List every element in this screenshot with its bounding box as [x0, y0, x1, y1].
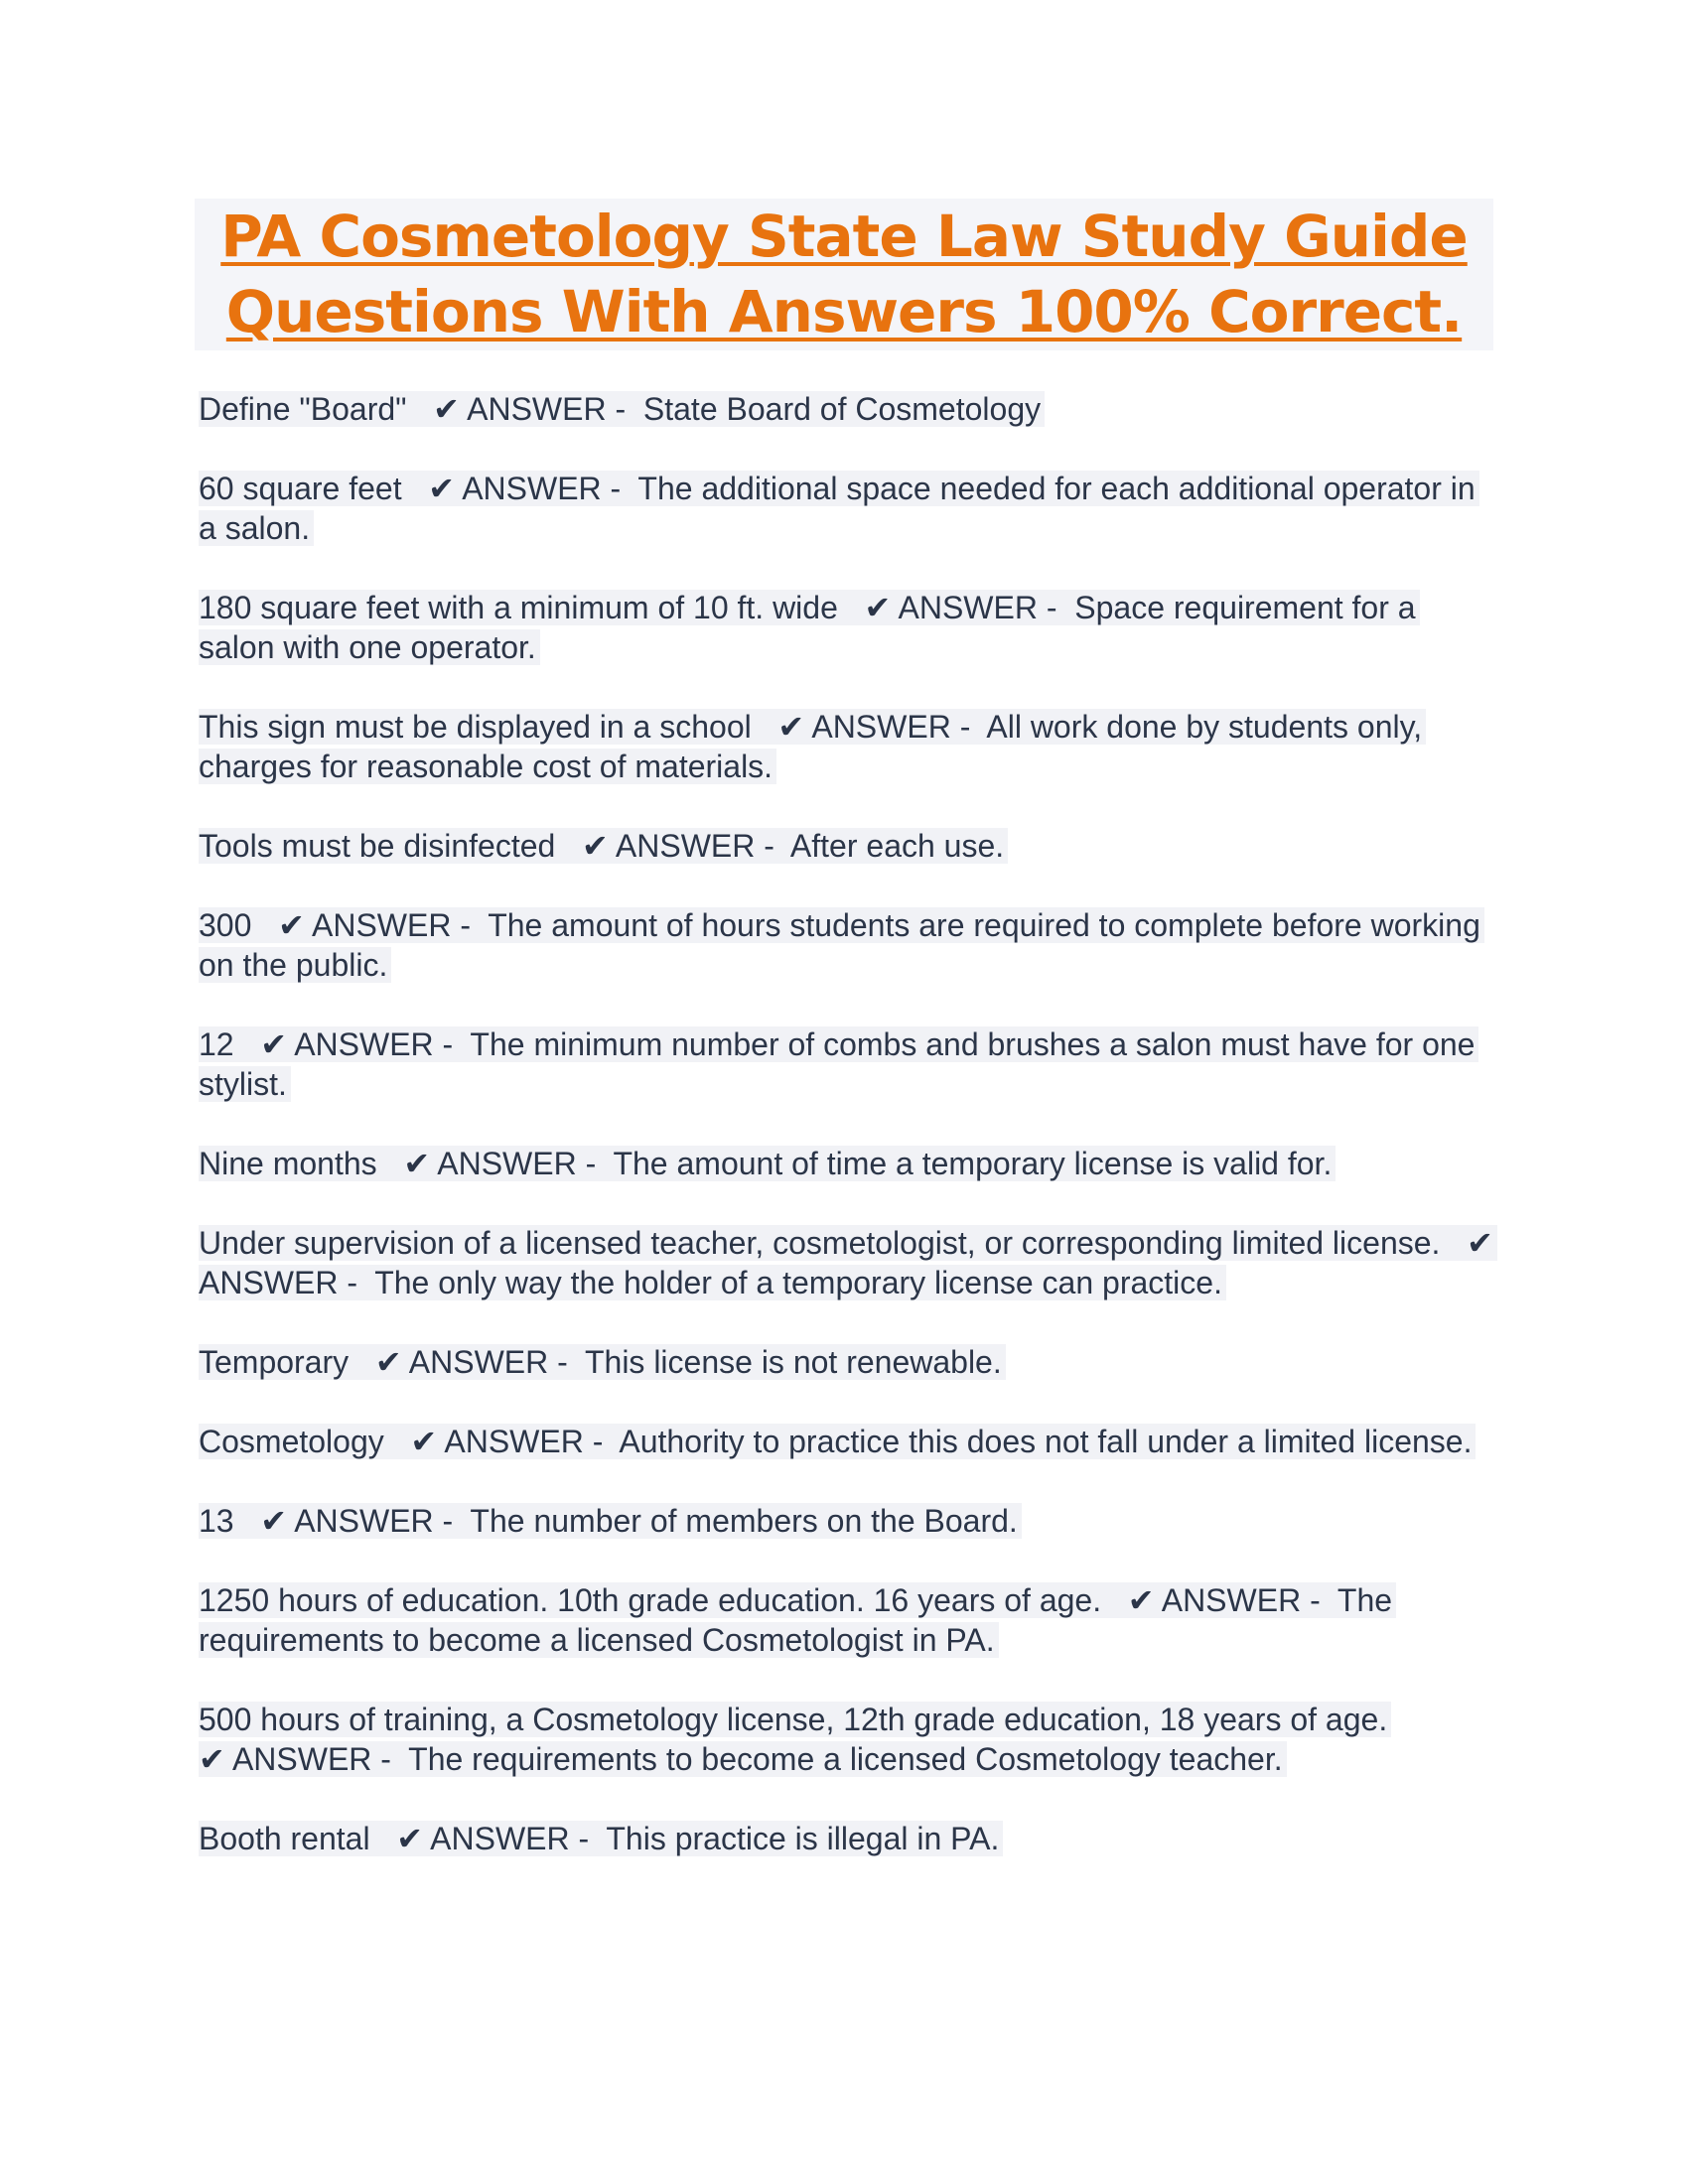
- answer-marker: ✔ ANSWER -: [1127, 1582, 1321, 1618]
- qa-item: [199, 389, 1499, 429]
- answer-text: The additional space needed for each additional operator in a salon.: [199, 471, 1476, 546]
- document-title: [195, 199, 1493, 350]
- qa-item: [199, 1422, 1499, 1461]
- answer-text: This license is not renewable.: [584, 1344, 1002, 1380]
- answer-text: The requirements to become a licensed Cosmetologist in PA.: [199, 1582, 1393, 1658]
- answer-text: This practice is illegal in PA.: [606, 1821, 1000, 1856]
- answer-text: The only way the holder of a temporary license can practice.: [374, 1265, 1222, 1300]
- title-line-2: Questions With Answers 100% Correct.: [225, 278, 1463, 345]
- question-text: 60 square feet: [199, 471, 402, 506]
- qa-item: [199, 826, 1499, 866]
- answer-text: After each use.: [789, 828, 1005, 864]
- qa-list: [199, 389, 1499, 1898]
- question-text: Temporary: [199, 1344, 350, 1380]
- answer-text: The amount of time a temporary license is valid for.: [613, 1146, 1333, 1181]
- answer-text: The amount of hours students are required to complete before working on the public.: [199, 907, 1480, 983]
- question-text: 500 hours of training, a Cosmetology license, 12th grade education, 18 years of age.: [199, 1702, 1388, 1737]
- answer-text: All work done by students only, charges for reasonable cost of materials.: [199, 709, 1423, 784]
- question-text: 300: [199, 907, 252, 943]
- answer-marker: ✔ ANSWER -: [260, 1026, 454, 1062]
- question-text: Tools must be disinfected: [199, 828, 556, 864]
- qa-item: [199, 1223, 1499, 1302]
- question-text: 12: [199, 1026, 234, 1062]
- question-text: 1250 hours of education. 10th grade education. 16 years of age.: [199, 1582, 1102, 1618]
- question-text: Under supervision of a licensed teacher, cosmetologist, or corresponding limited license.: [199, 1225, 1441, 1261]
- question-text: This sign must be displayed in a school: [199, 709, 752, 745]
- answer-marker: ✔ ANSWER -: [403, 1146, 597, 1181]
- answer-text: The requirements to become a licensed Cosmetology teacher.: [408, 1741, 1283, 1777]
- qa-item: [199, 1819, 1499, 1858]
- answer-marker: ✔ ANSWER -: [433, 391, 627, 427]
- answer-text: Authority to practice this does not fall under a limited license.: [619, 1424, 1473, 1459]
- question-text: Booth rental: [199, 1821, 370, 1856]
- question-text: Cosmetology: [199, 1424, 384, 1459]
- title-line-1: PA Cosmetology State Law Study Guide: [220, 203, 1468, 270]
- answer-text: Space requirement for a salon with one operator.: [199, 590, 1416, 665]
- answer-marker: ✔ ANSWER -: [428, 471, 622, 506]
- question-text: Nine months: [199, 1146, 377, 1181]
- answer-marker: ✔ ANSWER -: [410, 1424, 604, 1459]
- answer-marker: ✔ ANSWER -: [581, 828, 774, 864]
- qa-item: [199, 469, 1499, 548]
- qa-item: [199, 1700, 1499, 1779]
- answer-marker: ✔ ANSWER -: [199, 1741, 391, 1777]
- answer-text: The minimum number of combs and brushes a salon must have for one stylist.: [199, 1026, 1476, 1102]
- answer-marker: ✔ ANSWER -: [864, 590, 1057, 625]
- answer-marker: ✔ ANSWER -: [278, 907, 471, 943]
- question-text: 180 square feet with a minimum of 10 ft. wide: [199, 590, 838, 625]
- qa-item: [199, 1501, 1499, 1541]
- qa-item: [199, 1144, 1499, 1183]
- qa-item: [199, 707, 1499, 786]
- qa-item: [199, 1024, 1499, 1104]
- answer-marker: ✔ ANSWER -: [396, 1821, 590, 1856]
- qa-item: [199, 905, 1499, 985]
- answer-marker: ✔ ANSWER -: [777, 709, 971, 745]
- answer-marker: ✔ ANSWER -: [199, 1225, 1493, 1300]
- question-text: 13: [199, 1503, 234, 1539]
- qa-item: [199, 588, 1499, 667]
- answer-marker: ✔ ANSWER -: [260, 1503, 454, 1539]
- qa-item: [199, 1342, 1499, 1382]
- answer-text: The number of members on the Board.: [470, 1503, 1018, 1539]
- answer-text: State Board of Cosmetology: [642, 391, 1042, 427]
- question-text: Define "Board": [199, 391, 407, 427]
- answer-marker: ✔ ANSWER -: [374, 1344, 568, 1380]
- qa-item: [199, 1580, 1499, 1660]
